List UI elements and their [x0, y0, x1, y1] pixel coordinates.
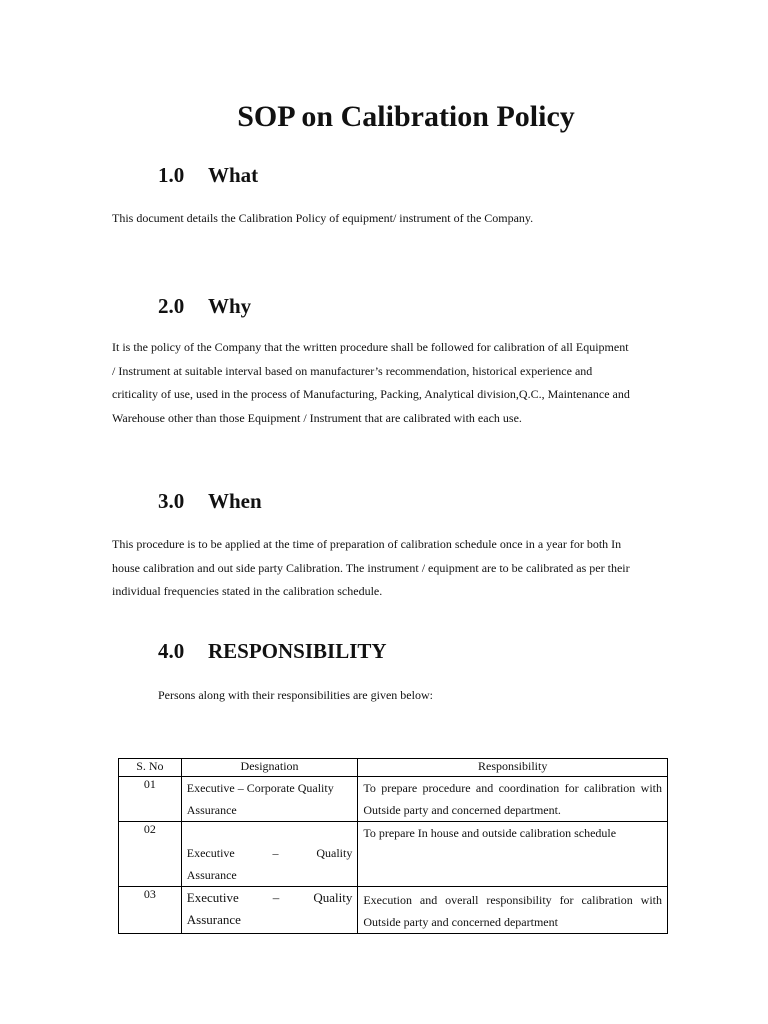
- designation-word: Quality: [316, 846, 353, 860]
- table-row: [119, 822, 668, 887]
- row-designation: [181, 887, 358, 934]
- document-title: SOP on Calibration Policy: [237, 100, 575, 133]
- designation-dash: –: [272, 890, 280, 905]
- row-responsibility: Execution and overall responsibility for calibration with Outside party and concerned department: [358, 887, 668, 934]
- row-designation: [181, 822, 358, 887]
- section-when-heading: [158, 489, 262, 514]
- designation-tail: Assurance: [186, 912, 241, 927]
- section-responsibility-heading: [158, 639, 387, 664]
- section-why-heading: [158, 294, 251, 319]
- designation-line: [187, 842, 353, 864]
- section-what-body: This document details the Calibration Policy of equipment/ instrument of the Company.: [112, 211, 534, 225]
- section-title: RESPONSIBILITY: [208, 639, 387, 663]
- table-row: [119, 887, 668, 934]
- section-number: 3.0: [158, 489, 185, 513]
- row-sno: 02: [119, 822, 182, 887]
- section-title: When: [208, 489, 262, 513]
- row-responsibility: To prepare In house and outside calibration schedule: [358, 822, 668, 887]
- designation-word: Quality: [313, 890, 353, 905]
- header-responsibility: Responsibility: [358, 759, 668, 777]
- section-what-heading: [158, 163, 258, 188]
- designation-line: [187, 887, 353, 909]
- section-number: 1.0: [158, 163, 185, 187]
- section-title: What: [208, 163, 259, 187]
- section-why-body: It is the policy of the Company that the written procedure shall be followed for calibration of all Equipment / Instrument at suitable interval based on manufacturer’s recommendation, historical experience and criticality of use, used in the process of Manufacturing, Packing, Analytical division,Q.C., Maintenance and Warehouse other than those Equipment / Instrument that are calibrated with each use.: [112, 340, 630, 425]
- designation-dash: –: [272, 846, 279, 860]
- section-number: 4.0: [158, 639, 185, 663]
- header-sno: S. No: [119, 759, 182, 777]
- responsibility-intro: Persons along with their responsibilities are given below:: [158, 688, 433, 702]
- section-when-body: This procedure is to be applied at the time of preparation of calibration schedule once in a year for both In house calibration and out side party Calibration. The instrument / equipment are to be calibrated as per their individual frequencies stated in the calibration schedule.: [112, 537, 630, 598]
- section-title: Why: [208, 294, 252, 318]
- row-responsibility: To prepare procedure and coordination for calibration with Outside party and concerned department.: [358, 777, 668, 822]
- designation-word: Executive: [186, 890, 239, 905]
- row-sno: 03: [119, 887, 182, 934]
- responsibility-table: [118, 758, 668, 934]
- row-designation: Executive – Corporate Quality Assurance: [181, 777, 358, 822]
- table-row: [119, 777, 668, 822]
- section-number: 2.0: [158, 294, 185, 318]
- designation-word: Executive: [186, 846, 235, 860]
- row-sno: 01: [119, 777, 182, 822]
- designation-tail: Assurance: [186, 868, 237, 882]
- header-designation: Designation: [181, 759, 358, 777]
- table-header-row: [119, 759, 668, 777]
